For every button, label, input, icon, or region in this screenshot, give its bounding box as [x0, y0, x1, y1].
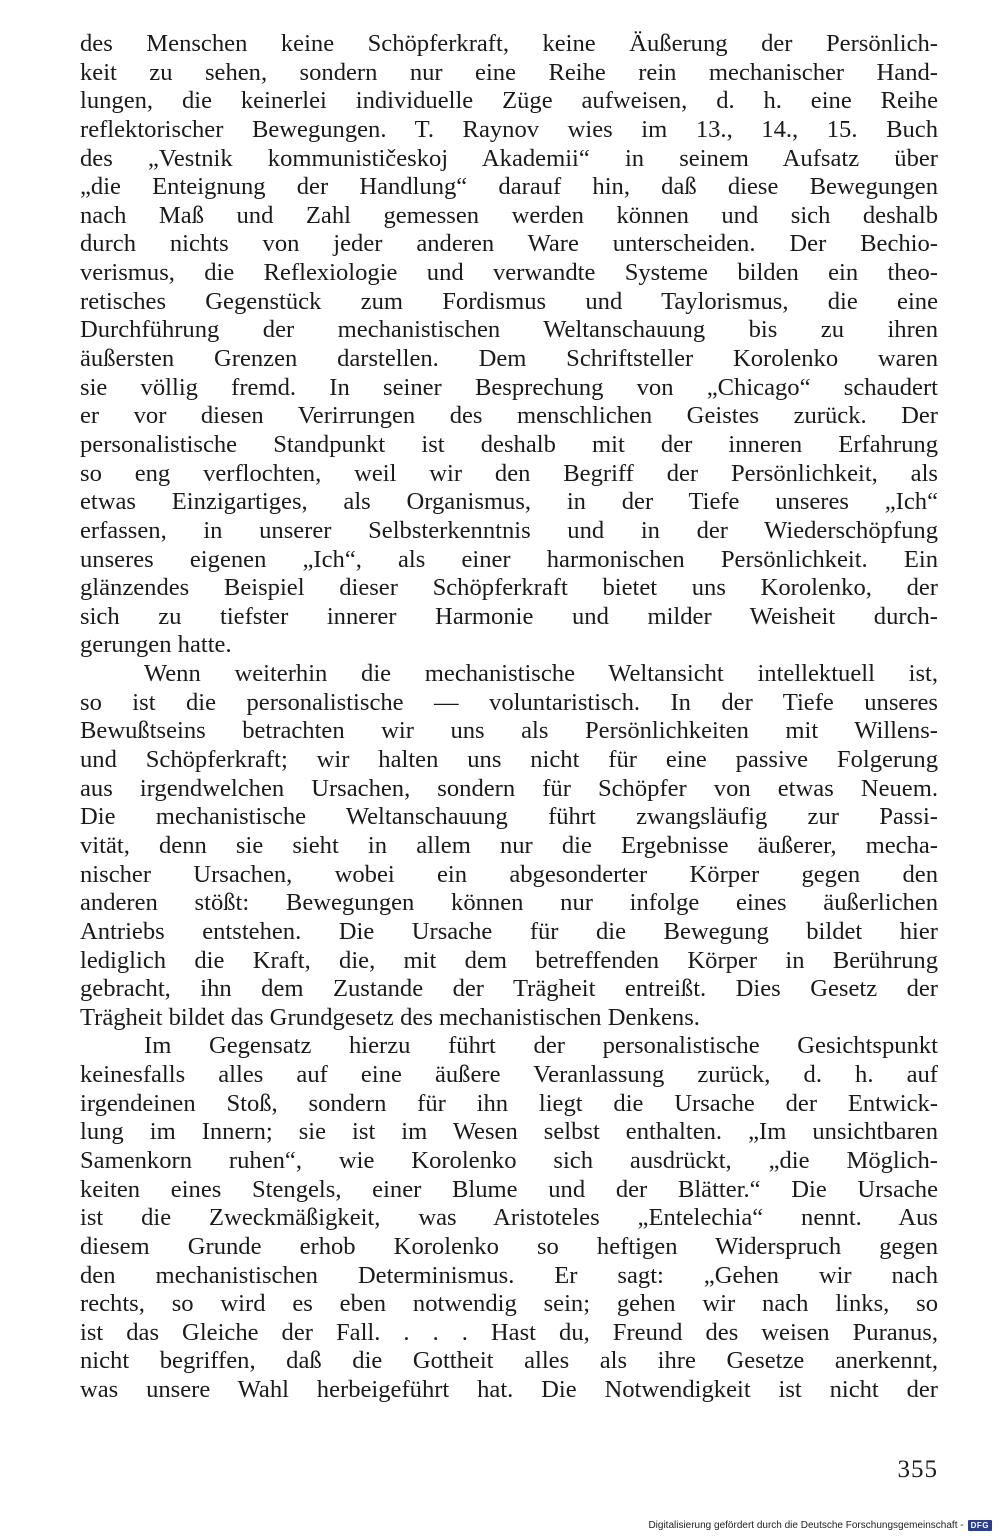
- text-line: ist das Gleiche der Fall. . . . Hast du, Freund des weisen Puranus,: [80, 1318, 938, 1346]
- text-line: Die mechanistische Weltanschauung führt zwangsläufig zur Passi-: [80, 803, 938, 831]
- text-line: diesem Grunde erhob Korolenko so heftigen Widerspruch gegen: [80, 1232, 938, 1260]
- text-line: nischer Ursachen, wobei ein abgesonderter Körper gegen den: [80, 860, 938, 888]
- text-line: gerungen hatte.: [80, 631, 232, 659]
- dfg-logo: DFG: [968, 1520, 992, 1531]
- text-line: rechts, so wird es eben notwendig sein; gehen wir nach links, so: [80, 1290, 938, 1318]
- text-line: des „Vestnik kommunističeskoj Akademii“ in seinem Aufsatz über: [80, 144, 938, 172]
- page-number: 355: [897, 1456, 938, 1483]
- text-line: unseres eigenen „Ich“, als einer harmonischen Persönlichkeit. Ein: [80, 545, 938, 573]
- text-line: verismus, die Reflexiologie und verwandte Systeme bilden ein theo-: [80, 259, 938, 287]
- text-line: Durchführung der mechanistischen Weltanschauung bis zu ihren: [80, 316, 938, 344]
- text-line: retisches Gegenstück zum Fordismus und Taylorismus, die eine: [80, 287, 938, 315]
- text-line: Samenkorn ruhen“, wie Korolenko sich ausdrückt, „die Möglich-: [80, 1146, 938, 1174]
- footer-text: Digitalisierung gefördert durch die Deutsche Forschungsgemeinschaft -: [648, 1520, 964, 1531]
- paragraph: [80, 1032, 938, 1404]
- text-line: keit zu sehen, sondern nur eine Reihe rein mechanischer Hand-: [80, 58, 938, 86]
- text-line: lung im Innern; sie ist im Wesen selbst enthalten. „Im unsichtbaren: [80, 1118, 938, 1146]
- text-body: [80, 30, 938, 1405]
- text-line: er vor diesen Verirrungen des menschlichen Geistes zurück. Der: [80, 402, 938, 430]
- text-line: personalistische Standpunkt ist deshalb mit der inneren Erfahrung: [80, 430, 938, 458]
- text-line: reflektorischer Bewegungen. T. Raynov wies im 13., 14., 15. Buch: [80, 115, 938, 143]
- text-line: durch nichts von jeder anderen Ware unterscheiden. Der Bechio-: [80, 230, 938, 258]
- text-line: erfassen, in unserer Selbsterkenntnis und in der Wiederschöpfung: [80, 516, 938, 544]
- text-line: Antriebs entstehen. Die Ursache für die Bewegung bildet hier: [80, 917, 938, 945]
- text-line: gebracht, ihn dem Zustande der Trägheit entreißt. Dies Gesetz der: [80, 975, 938, 1003]
- text-line: des Menschen keine Schöpferkraft, keine Äußerung der Persönlich-: [80, 30, 938, 57]
- text-line: den mechanistischen Determinismus. Er sagt: „Gehen wir nach: [80, 1261, 938, 1289]
- text-line: Bewußtseins betrachten wir uns als Persönlichkeiten mit Willens-: [80, 717, 938, 745]
- text-line: aus irgendwelchen Ursachen, sondern für Schöpfer von etwas Neuem.: [80, 774, 938, 802]
- text-line: was unsere Wahl herbeigeführt hat. Die Notwendigkeit ist nicht der: [80, 1376, 938, 1404]
- text-line: glänzendes Beispiel dieser Schöpferkraft bietet uns Korolenko, der: [80, 574, 938, 602]
- paragraph: [80, 30, 938, 660]
- text-line: keiten eines Stengels, einer Blume und der Blätter.“ Die Ursache: [80, 1175, 938, 1203]
- text-line: „die Enteignung der Handlung“ darauf hin, daß diese Bewegungen: [80, 173, 938, 201]
- text-line: vität, denn sie sieht in allem nur die Ergebnisse äußerer, mecha-: [80, 831, 938, 859]
- paragraph: [80, 660, 938, 1032]
- text-line: etwas Einzigartiges, als Organismus, in der Tiefe unseres „Ich“: [80, 488, 938, 516]
- text-line: so eng verflochten, weil wir den Begriff der Persönlichkeit, als: [80, 459, 938, 487]
- text-line: irgendeinen Stoß, sondern für ihn liegt die Ursache der Entwick-: [80, 1089, 938, 1117]
- text-line: sich zu tiefster innerer Harmonie und milder Weisheit durch-: [80, 602, 938, 630]
- text-line: anderen stößt: Bewegungen können nur infolge eines äußerlichen: [80, 889, 938, 917]
- digitization-footer: [648, 1520, 992, 1531]
- text-line: lungen, die keinerlei individuelle Züge aufweisen, d. h. eine Reihe: [80, 87, 938, 115]
- text-line: so ist die personalistische — voluntaristisch. In der Tiefe unseres: [80, 688, 938, 716]
- text-line: nicht begriffen, daß die Gottheit alles als ihre Gesetze anerkennt,: [80, 1347, 938, 1375]
- text-line: sie völlig fremd. In seiner Besprechung von „Chicago“ schaudert: [80, 373, 938, 401]
- text-line: und Schöpferkraft; wir halten uns nicht für eine passive Folgerung: [80, 746, 938, 774]
- text-line: ist die Zweckmäßigkeit, was Aristoteles „Entelechia“ nennt. Aus: [80, 1204, 938, 1232]
- text-line: Im Gegensatz hierzu führt der personalistische Gesichtspunkt: [144, 1032, 938, 1060]
- text-line: nach Maß und Zahl gemessen werden können und sich deshalb: [80, 201, 938, 229]
- text-line: Wenn weiterhin die mechanistische Weltansicht intellektuell ist,: [144, 660, 938, 688]
- text-line: Trägheit bildet das Grundgesetz des mechanistischen Denkens.: [80, 1003, 700, 1031]
- text-line: keinesfalls alles auf eine äußere Veranlassung zurück, d. h. auf: [80, 1061, 938, 1089]
- text-line: lediglich die Kraft, die, mit dem betreffenden Körper in Berührung: [80, 946, 938, 974]
- text-line: äußersten Grenzen darstellen. Dem Schriftsteller Korolenko waren: [80, 345, 938, 373]
